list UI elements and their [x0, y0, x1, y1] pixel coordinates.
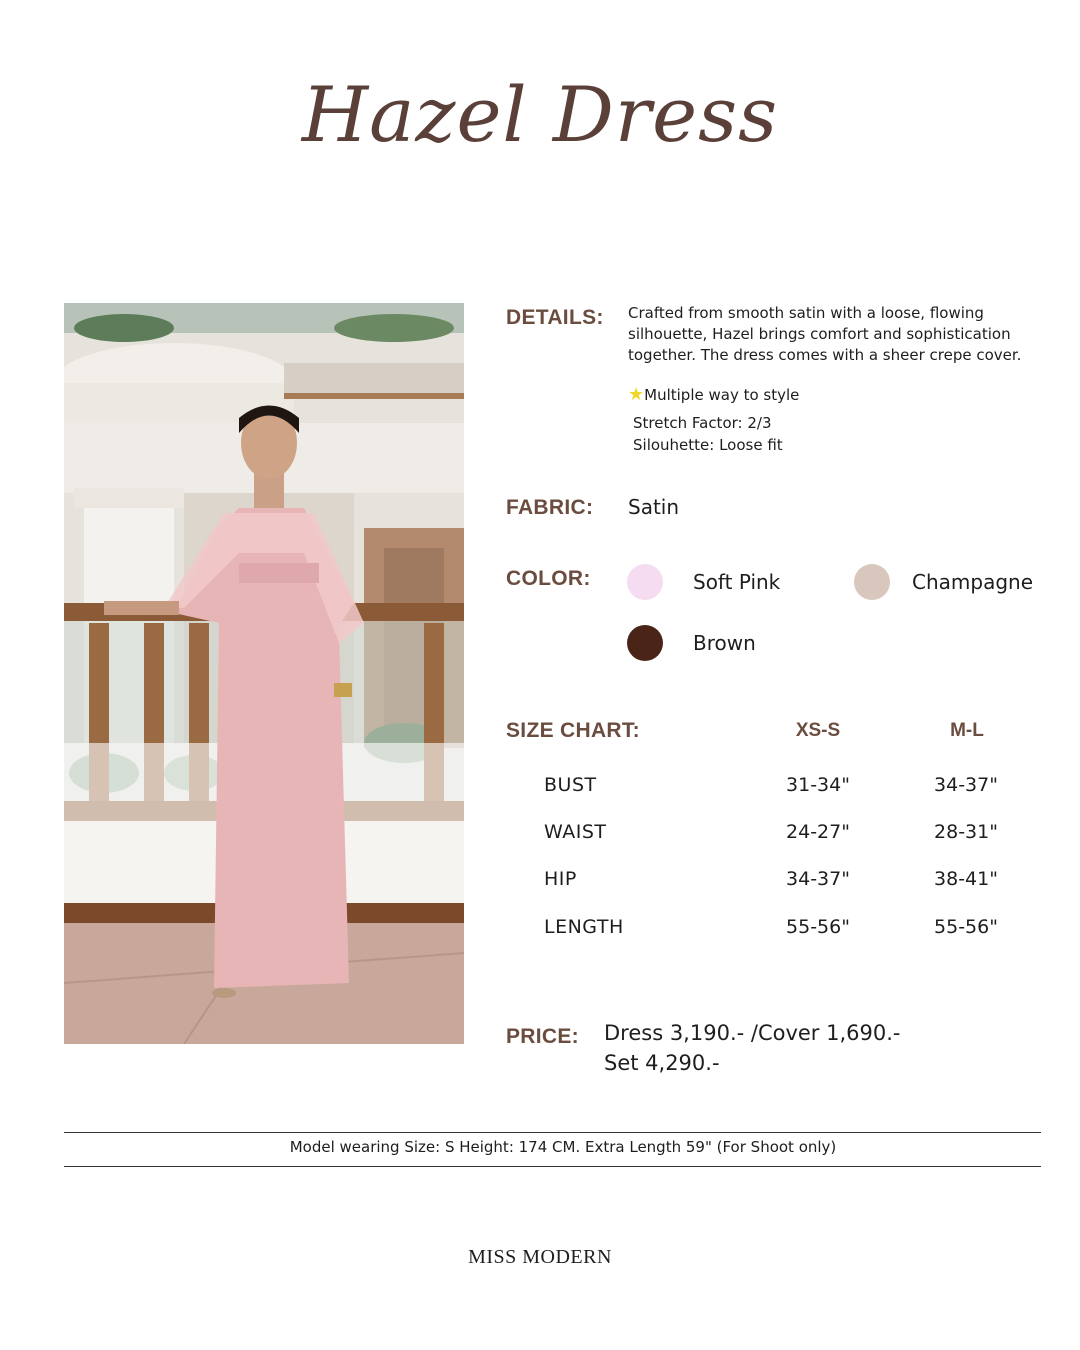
divider-bottom [64, 1166, 1041, 1167]
color-swatch-soft-pink[interactable] [627, 564, 663, 600]
fabric-value: Satin [628, 495, 680, 519]
length-m-l: 55-56" [934, 916, 998, 938]
details-label: DETAILS: [506, 306, 604, 329]
divider-top [64, 1132, 1041, 1133]
model-photo-illustration [64, 303, 464, 1044]
fabric-label: FABRIC: [506, 496, 594, 519]
silhouette-info: Silouhette: Loose fit [633, 436, 783, 454]
price-line-set: Set 4,290.- [604, 1051, 720, 1075]
style-highlight [628, 384, 799, 405]
bust-xs-s: 31-34" [786, 774, 850, 796]
color-swatch-brown[interactable] [627, 625, 663, 661]
waist-xs-s: 24-27" [786, 821, 850, 843]
product-photo [64, 303, 464, 1044]
hip-m-l: 38-41" [934, 868, 998, 890]
length-xs-s: 55-56" [786, 916, 850, 938]
size-row-hip: HIP [544, 868, 577, 890]
size-chart-label: SIZE CHART: [506, 719, 640, 742]
star-icon: ★ [628, 384, 645, 405]
bust-m-l: 34-37" [934, 774, 998, 796]
size-column-m-l: M-L [950, 720, 984, 741]
model-size-note: Model wearing Size: S Height: 174 CM. Extra Length 59" (For Shoot only) [289, 1138, 837, 1156]
color-name-soft-pink: Soft Pink [693, 570, 781, 594]
color-label: COLOR: [506, 567, 591, 590]
page-title: Hazel Dress [301, 70, 779, 159]
size-row-bust: BUST [544, 774, 597, 796]
color-swatch-champagne[interactable] [854, 564, 890, 600]
size-row-waist: WAIST [544, 821, 607, 843]
stretch-factor: Stretch Factor: 2/3 [633, 414, 772, 432]
color-name-brown: Brown [693, 631, 756, 655]
color-name-champagne: Champagne [912, 570, 1034, 594]
brand-logo-text: MISS MODERN [468, 1246, 612, 1268]
size-column-xs-s: XS-S [795, 720, 841, 741]
price-label: PRICE: [506, 1025, 579, 1048]
price-line-dress-cover: Dress 3,190.- /Cover 1,690.- [604, 1021, 901, 1045]
details-description: Crafted from smooth satin with a loose, flowing silhouette, Hazel brings comfort and sophistication together. The dress comes with a sheer crepe cover. [628, 304, 1022, 364]
highlight-text: Multiple way to style [644, 386, 800, 404]
waist-m-l: 28-31" [934, 821, 998, 843]
hip-xs-s: 34-37" [786, 868, 850, 890]
size-row-length: LENGTH [544, 916, 624, 938]
